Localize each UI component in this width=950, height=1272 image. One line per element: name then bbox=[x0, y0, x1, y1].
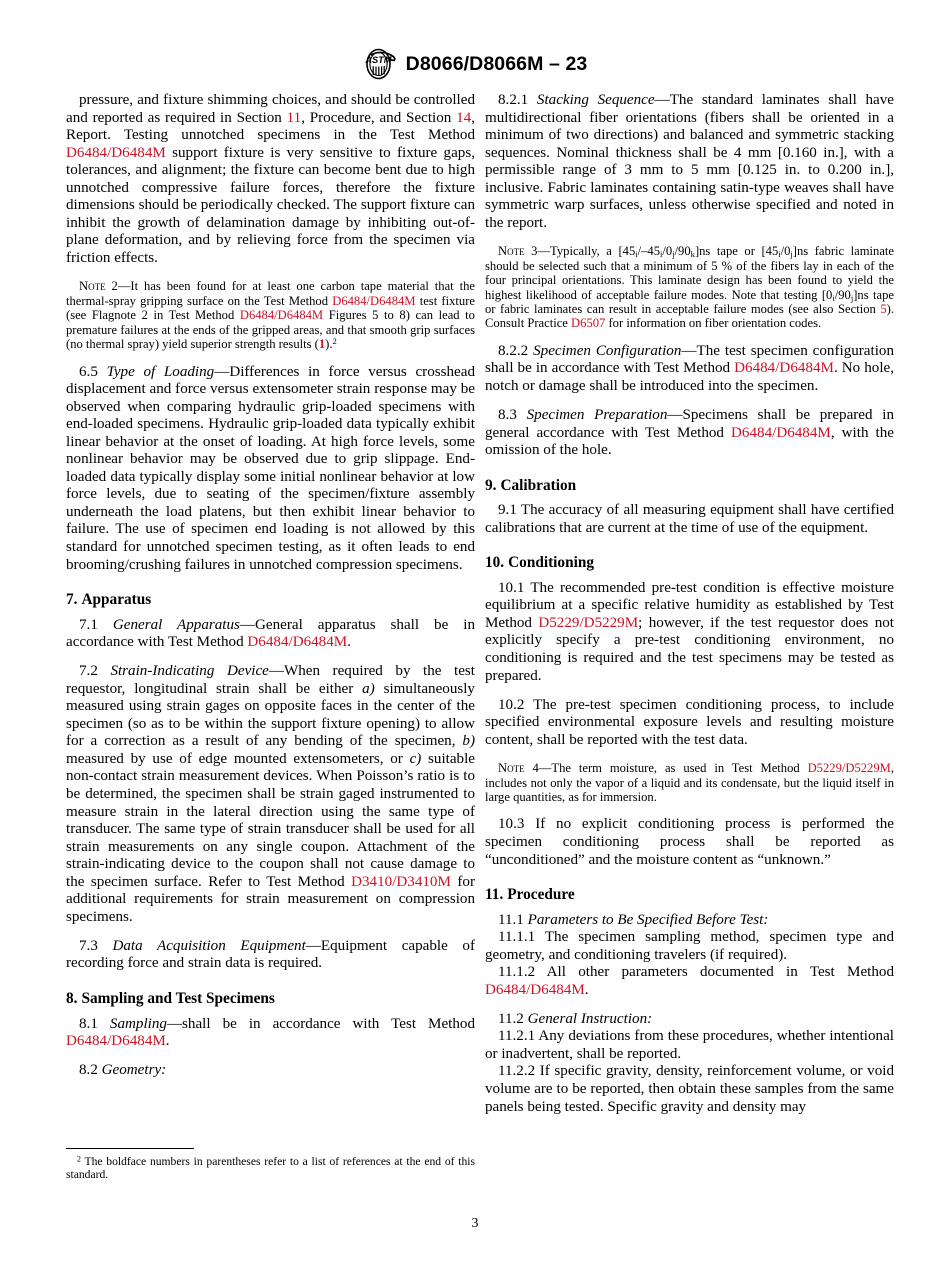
left-column bbox=[66, 92, 475, 1080]
document-title: D8066/D8066M – 23 bbox=[405, 52, 588, 75]
standard-ref-d6484[interactable]: D6484/D6484M bbox=[485, 981, 585, 998]
paragraph-8-1-title: Sampling bbox=[109, 1015, 167, 1032]
paragraph-11-1-1: 11.1.1 The specimen sampling method, specimen type and geometry, and conditioning travelers (if required). bbox=[485, 929, 894, 963]
paragraph-10-2: 10.2 The pre-test specimen conditioning process, to include specified environmental exposure levels and resulting moisture content, shall be reported with the test data. bbox=[485, 696, 894, 748]
note-2: Note 2—It has been found for at least one carbon tape material that the thermal-spray gripping surface on the Test Method D6484/D6484M test fixture (see Flagnote 2 in Test Method D6484/D6484M Figures 5 to 8) can lead to premature failures at the ends of the gripped areas, and that smooth grip surfaces (no thermal spray) yield superior strength results (1).$^2$ bbox=[66, 279, 475, 352]
standard-ref-d6484[interactable]: D6484/D6484M bbox=[66, 144, 166, 161]
footnote-2: $^2$ The boldface numbers in parentheses refer to a list of references at the end of this standard. bbox=[66, 1154, 475, 1182]
subscript-i: i bbox=[660, 249, 663, 260]
heading-section-8: 8. Sampling and Test Specimens bbox=[66, 990, 275, 1007]
paragraph-11-2-1: 11.2.1 Any deviations from these procedures, whether intentional or inadvertent, shall be reported. bbox=[485, 1028, 894, 1062]
paragraph-8-3: 8.3 Specimen Preparation—Specimens shall be prepared in general accordance with Test Method D6484/D6484M, with the omission of the hole. bbox=[485, 406, 895, 459]
note-label: Note bbox=[498, 761, 525, 776]
section-ref-11[interactable]: 11 bbox=[286, 109, 302, 126]
paragraph-8-2-2-title: Specimen Configuration bbox=[533, 342, 682, 359]
footnote-marker-2[interactable]: 2 bbox=[332, 336, 337, 347]
paragraph-8-3-title: Specimen Preparation bbox=[526, 406, 668, 423]
list-marker-c: c) bbox=[409, 750, 422, 767]
paragraph-7-3: 7.3 Data Acquisition Equipment—Equipment capable of recording force and strain data is required. bbox=[66, 937, 475, 972]
astm-logo-icon bbox=[363, 48, 397, 80]
standard-ref-d6484[interactable]: D6484/D6484M bbox=[734, 360, 834, 377]
svg-text:ASTM: ASTM bbox=[365, 55, 392, 66]
list-marker-a: a) bbox=[362, 680, 375, 697]
heading-section-7: 7. Apparatus bbox=[66, 591, 152, 609]
paragraph-7-2-title: Strain-Indicating Device bbox=[110, 663, 269, 680]
paragraph-11-1-title: Parameters to Be Specified Before Test: bbox=[527, 911, 769, 928]
subscript-k: k bbox=[690, 249, 695, 260]
note-4: Note 4—The term moisture, as used in Test Method D5229/D5229M, includes not only the vapor of a liquid and its condensate, but the liquid itself in large quantities, as for immersion. bbox=[485, 761, 894, 805]
paragraph-8-2-1-title: Stacking Sequence bbox=[536, 92, 655, 108]
page-number: 3 bbox=[471, 1216, 479, 1231]
paragraph-11-1: 11.1 Parameters to Be Specified Before Test: bbox=[498, 911, 769, 928]
list-marker-b: b) bbox=[462, 733, 475, 750]
subscript-j: j bbox=[790, 249, 793, 260]
note-label: Note bbox=[498, 244, 525, 259]
subscript-i: i bbox=[778, 249, 781, 260]
heading-section-9: 9. Calibration bbox=[485, 476, 577, 494]
paragraph-10-3: 10.3 If no explicit conditioning process is performed the specimen conditioning process shall be reported as “unconditioned” and the moisture content as “unknown.” bbox=[485, 816, 895, 868]
paragraph-11-1-2: 11.1.2 All other parameters documented in Test Method D6484/D6484M. bbox=[485, 964, 894, 998]
paragraph-8-2-2: 8.2.2 Specimen Configuration—The test specimen configuration shall be in accordance with Test Method D6484/D6484M. No hole, notch or damage shall be introduced into the specimen. bbox=[485, 342, 895, 394]
footnote-area bbox=[66, 1148, 475, 1182]
paragraph-8-2: 8.2 Geometry: bbox=[79, 1062, 167, 1079]
paragraph-6-4-continued: pressure, and fixture shimming choices, and should be controlled and reported as required in Section 11, Procedure, and Section 14, Report. Testing unnotched specimens in the Test Method D6484/D6484M support fixture is very sensitive to fixture gaps, tolerances, and alignment; the fixture can become bent due to high unnotched compressive failure forces, therefore the fixture dimensions should be periodically checked. The support fixture can inhibit the growth of delamination damage by inhibiting out-of-plane deformation, and by relieving force from the specimen via friction effects. bbox=[66, 92, 475, 266]
section-ref-14[interactable]: 14 bbox=[456, 109, 472, 126]
paragraph-7-1-title: General Apparatus bbox=[112, 616, 240, 633]
standard-ref-d6484[interactable]: D6484/D6484M bbox=[247, 634, 348, 651]
standard-ref-d6484[interactable]: D6484/D6484M bbox=[332, 293, 416, 308]
heading-section-11: 11. Procedure bbox=[485, 886, 575, 904]
standard-ref-d6484[interactable]: D6484/D6484M bbox=[66, 1033, 166, 1050]
subscript-j: j bbox=[850, 292, 854, 303]
paragraph-7-2: 7.2 Strain-Indicating Device—When required by the test requestor, longitudinal strain shall be either a) simultaneously measured using strain gages on opposite faces in the center of the specimen (so as to be within the support fixture opening) to allow for a correction as a result of any bending of the specimen, b) measured by use of edge mounted extensometers, or c) suitable non-contact strain measurement devices. When Poisson’s ratio is to be determined, the specimen shall be strain gaged instrumented to measure strain in the lateral direction using the same type of transducer. The same type of strain transducer shall be used for all strain measurements on any single coupon. Attachment of the strain-indicating device to the coupon shall not cause damage to the specimen surface. Refer to Test Method D3410/D3410M for additional requirements for strain measurement on compression specimens. bbox=[66, 663, 476, 925]
footnote-divider bbox=[66, 1148, 194, 1149]
paragraph-8-1: 8.1 Sampling—shall be in accordance with Test Method D6484/D6484M. bbox=[66, 1015, 476, 1050]
paragraph-9-1: 9.1 The accuracy of all measuring equipment shall have certified calibrations that are current at the time of use of the equipment. bbox=[485, 502, 894, 536]
right-column bbox=[485, 92, 894, 1116]
subscript-j: j bbox=[672, 249, 675, 260]
standard-ref-d6507[interactable]: D6507 bbox=[571, 316, 606, 331]
paragraph-8-2-title: Geometry: bbox=[101, 1062, 167, 1079]
paragraph-8-2-1: 8.2.1 Stacking Sequence—The standard laminates shall have multidirectional fiber orientations (fibers shall be oriented in a minimum of two directions) and balanced and symmetric stacking sequences. Nominal thickness shall be 4 mm [0.160 in.], with a permissible range of 3 mm to 5 mm [0.125 in. to 0.200 in.], inclusive. Fabric laminates containing satin-type weaves shall have symmetric warp surfaces, unless otherwise specified and noted in the report. bbox=[485, 92, 894, 231]
heading-section-10: 10. Conditioning bbox=[485, 554, 594, 572]
paragraph-6-5-title: Type of Loading bbox=[106, 363, 215, 380]
footnote-number: 2 bbox=[77, 1154, 81, 1164]
page-header bbox=[0, 48, 950, 85]
bibliography-ref-1[interactable]: 1 bbox=[318, 337, 326, 352]
note-label: Note bbox=[79, 279, 106, 294]
paragraph-11-2-title: General Instruction: bbox=[527, 1010, 653, 1027]
paragraph-6-5: 6.5 Type of Loading—Differences in force versus crosshead displacement and force versus extensometer strain response may be observed when comparing hydraulic grip-loaded specimens with end-loaded specimens. Hydraulic grip-loaded data typically exhibit linear behavior at the onset of loading. At high force levels, some nonlinear behavior may be observed due to grip slippage. End-loaded data typically display some initial nonlinear behavior at low force levels, due to seating of the specimen/fixture assembly underneath the load platens, but then exhibit linear behavior to failure. The use of specimen end loading is not allowed by this standard for unnotched specimen testing, as it often leads to end brooming/crushing failures in unnotched compression specimens. bbox=[66, 363, 475, 573]
paragraph-7-1: 7.1 General Apparatus—General apparatus shall be in accordance with Test Method D6484/D6484M. bbox=[66, 616, 475, 651]
paragraph-7-3-title: Data Acquisition Equipment bbox=[112, 937, 306, 954]
standard-ref-d6484[interactable]: D6484/D6484M bbox=[239, 308, 324, 323]
subscript-i: i bbox=[635, 249, 638, 260]
standard-ref-d3410[interactable]: D3410/D3410M bbox=[351, 873, 451, 890]
subscript-i: i bbox=[832, 292, 835, 303]
standard-ref-d5229[interactable]: D5229/D5229M bbox=[807, 761, 891, 776]
paragraph-10-1: 10.1 The recommended pre-test condition is effective moisture equilibrium at a specific relative humidity as established by Test Method D5229/D5229M; however, if the test requestor does not explicitly specify a pre-test conditioning environment, no conditioning is required and the test specimens may be tested as prepared. bbox=[485, 579, 894, 684]
section-ref-5[interactable]: 5 bbox=[880, 302, 887, 316]
paragraph-11-2-2: 11.2.2 If specific gravity, density, reinforcement volume, or void volume are to be reported, then obtain these samples from the same panels being tested. Specific gravity and density may bbox=[485, 1063, 894, 1115]
paragraph-11-2: 11.2 General Instruction: bbox=[498, 1010, 653, 1027]
note-3: Note 3—Typically, a $[45_i/-45_i/0_j/90_k]ns$ tape or $[45_i/0_j]ns$ fabric laminate should be selected such that a minimum of 5 % of the fibers lay in each of the four principal orientations. This laminate design has been found to yield the highest likelihood of acceptable failure modes. Note that testing $[0_i/90_j]ns$ tape or fabric laminates can result in acceptable failure modes (see also Section 5). Consult Practice D6507 for information on fiber orientation codes. bbox=[485, 244, 895, 331]
standard-ref-d6484[interactable]: D6484/D6484M bbox=[731, 424, 831, 441]
standard-ref-d5229[interactable]: D5229/D5229M bbox=[538, 614, 639, 631]
